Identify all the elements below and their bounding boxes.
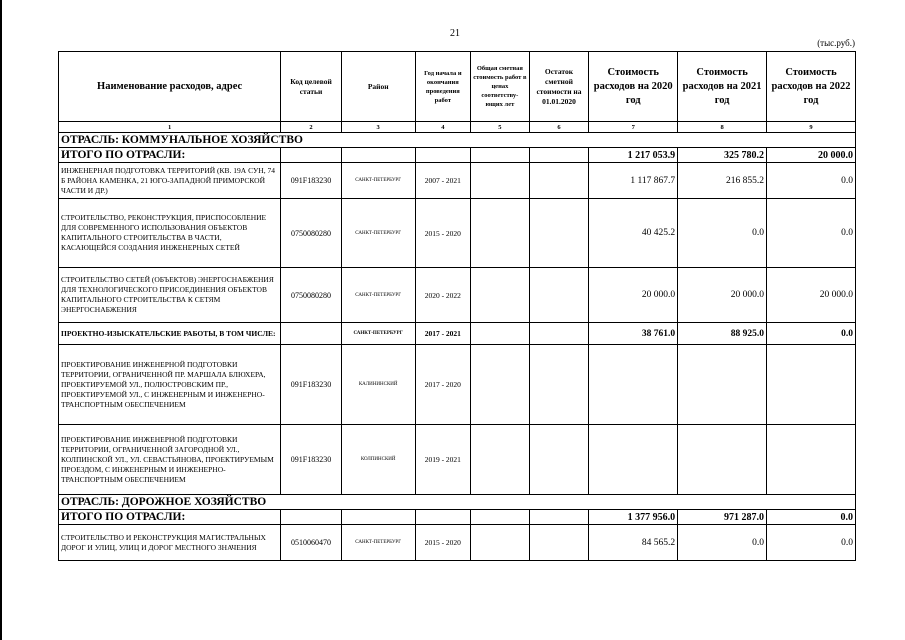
- target-code: 091F183230: [281, 345, 342, 425]
- table-row: [59, 425, 856, 495]
- empty-cell: [471, 323, 530, 345]
- district: САНКТ-ПЕТЕРБУРГ: [341, 268, 415, 323]
- header-cost-2020: Стоимость расходов на 2020 год: [589, 52, 678, 122]
- work-years: 2017 - 2021: [415, 323, 471, 345]
- section-row: [59, 495, 856, 510]
- empty-cell: [529, 323, 589, 345]
- section-row: [59, 133, 856, 148]
- expense-name: ПРОЕКТИРОВАНИЕ ИНЖЕНЕРНОЙ ПОДГОТОВКИ ТЕРРИТОРИИ, ОГРАНИЧЕННОЙ ЗАГОРОДНОЙ УЛ., КОЛПИНСКОЙ УЛ., УЛ. СЕВАСТЬЯНОВА, ПРОЕКТИРУЕМЫМ ПРОЕЗДОМ, С ИНЖЕНЕРНЫМ И ИНЖЕНЕРНО-ТРАНСПОРТНЫМ ОБЕСПЕЧЕНИЕМ: [59, 425, 281, 495]
- table-row: [59, 525, 856, 561]
- col-number: 7: [589, 122, 678, 133]
- col-number: 1: [59, 122, 281, 133]
- unit-label: (тыс.руб.): [817, 38, 855, 48]
- cost-2021: 325 780.2: [678, 148, 767, 163]
- total-row: [59, 510, 856, 525]
- header-name: Наименование расходов, адрес: [59, 52, 281, 122]
- cost-2021: 0.0: [678, 199, 767, 268]
- empty-cell: [529, 148, 589, 163]
- cost-2021: 0.0: [678, 525, 767, 561]
- column-number-row: [59, 122, 856, 133]
- table-row: [59, 323, 856, 345]
- cost-2021: 971 287.0: [678, 510, 767, 525]
- expense-name: ИНЖЕНЕРНАЯ ПОДГОТОВКА ТЕРРИТОРИЙ (КВ. 19А СУН, 74 Б РАЙОНА КАМЕНКА, 21 ЮГО-ЗАПАДНОЙ ПРИМОРСКОЙ ЧАСТИ И ДР.): [59, 163, 281, 199]
- empty-cell: [281, 323, 342, 345]
- cost-2022: 0.0: [767, 510, 856, 525]
- work-years: 2017 - 2020: [415, 345, 471, 425]
- total-label: ИТОГО ПО ОТРАСЛИ:: [59, 148, 281, 163]
- header-years: Год начала и окончания проведения работ: [415, 52, 471, 122]
- district: САНКТ-ПЕТЕРБУРГ: [341, 323, 415, 345]
- expenses-table: [58, 51, 856, 561]
- empty-cell: [767, 345, 856, 425]
- empty-cell: [529, 510, 589, 525]
- header-remainder: Остаток сметной стоимости на 01.01.2020: [529, 52, 589, 122]
- header-cost-2021: Стоимость расходов на 2021 год: [678, 52, 767, 122]
- empty-cell: [341, 148, 415, 163]
- header-district: Район: [341, 52, 415, 122]
- target-code: 091F183230: [281, 425, 342, 495]
- section-title: ОТРАСЛЬ: ДОРОЖНОЕ ХОЗЯЙСТВО: [59, 495, 856, 510]
- target-code: 0750080280: [281, 268, 342, 323]
- cost-2022: 0.0: [767, 199, 856, 268]
- cost-2021: 20 000.0: [678, 268, 767, 323]
- empty-cell: [471, 163, 530, 199]
- expense-name: ПРОЕКТИРОВАНИЕ ИНЖЕНЕРНОЙ ПОДГОТОВКИ ТЕРРИТОРИИ, ОГРАНИЧЕННОЙ ПР. МАРШАЛА БЛЮХЕРА, ПРОЕКТИРУЕМОЙ УЛ., ПОЛЮСТРОВСКИМ ПР., ПРОЕКТИРУЕМОЙ УЛ., С ИНЖЕНЕРНЫМ И ИНЖЕНЕРНО-ТРАНСПОРТНЫМ ОБЕСПЕЧЕНИЕМ: [59, 345, 281, 425]
- empty-cell: [341, 510, 415, 525]
- cost-2020: 84 565.2: [589, 525, 678, 561]
- empty-cell: [471, 345, 530, 425]
- total-label: ИТОГО ПО ОТРАСЛИ:: [59, 510, 281, 525]
- empty-cell: [529, 525, 589, 561]
- empty-cell: [415, 510, 471, 525]
- col-number: 3: [341, 122, 415, 133]
- empty-cell: [471, 199, 530, 268]
- cost-2020: 1 217 053.9: [589, 148, 678, 163]
- district: САНКТ-ПЕТЕРБУРГ: [341, 199, 415, 268]
- cost-2021: 216 855.2: [678, 163, 767, 199]
- target-code: 091F183230: [281, 163, 342, 199]
- empty-cell: [529, 268, 589, 323]
- work-years: 2015 - 2020: [415, 199, 471, 268]
- work-years: 2015 - 2020: [415, 525, 471, 561]
- empty-cell: [471, 525, 530, 561]
- work-years: 2007 - 2021: [415, 163, 471, 199]
- target-code: 0750080280: [281, 199, 342, 268]
- header-cost-2022: Стоимость расходов на 2022 год: [767, 52, 856, 122]
- cost-2020: 1 117 867.7: [589, 163, 678, 199]
- target-code: 0510060470: [281, 525, 342, 561]
- work-years: 2019 - 2021: [415, 425, 471, 495]
- table-row: [59, 345, 856, 425]
- cost-2022: 0.0: [767, 525, 856, 561]
- table-row: [59, 163, 856, 199]
- section-title: ОТРАСЛЬ: КОММУНАЛЬНОЕ ХОЗЯЙСТВО: [59, 133, 856, 148]
- col-number: 5: [471, 122, 530, 133]
- cost-2020: 1 377 956.0: [589, 510, 678, 525]
- empty-cell: [767, 425, 856, 495]
- empty-cell: [529, 163, 589, 199]
- expense-name: СТРОИТЕЛЬСТВО СЕТЕЙ (ОБЪЕКТОВ) ЭНЕРГОСНАБЖЕНИЯ ДЛЯ ТЕХНОЛОГИЧЕСКОГО ПРИСОЕДИНЕНИЯ ОБЪЕКТОВ КАПИТАЛЬНОГО СТРОИТЕЛЬСТВА К СЕТЯМ ЭНЕРГОСНАБЖЕНИЯ: [59, 268, 281, 323]
- expense-name: ПРОЕКТНО-ИЗЫСКАТЕЛЬСКИЕ РАБОТЫ, В ТОМ ЧИСЛЕ:: [59, 323, 281, 345]
- empty-cell: [589, 425, 678, 495]
- expense-name: СТРОИТЕЛЬСТВО И РЕКОНСТРУКЦИЯ МАГИСТРАЛЬНЫХ ДОРОГ И УЛИЦ, УЛИЦ И ДОРОГ МЕСТНОГО ЗНАЧЕНИЯ: [59, 525, 281, 561]
- col-number: 4: [415, 122, 471, 133]
- empty-cell: [529, 345, 589, 425]
- header-estimate: Общая сметная стоимость работ в ценах соответству-ющих лет: [471, 52, 530, 122]
- empty-cell: [281, 510, 342, 525]
- header-code: Код целевой статьи: [281, 52, 342, 122]
- empty-cell: [415, 148, 471, 163]
- cost-2021: 88 925.0: [678, 323, 767, 345]
- col-number: 6: [529, 122, 589, 133]
- cost-2020: 38 761.0: [589, 323, 678, 345]
- total-row: [59, 148, 856, 163]
- cost-2022: 0.0: [767, 163, 856, 199]
- district: КАЛИНИНСКИЙ: [341, 345, 415, 425]
- empty-cell: [471, 148, 530, 163]
- col-number: 8: [678, 122, 767, 133]
- col-number: 2: [281, 122, 342, 133]
- empty-cell: [529, 199, 589, 268]
- empty-cell: [281, 148, 342, 163]
- cost-2022: 0.0: [767, 323, 856, 345]
- empty-cell: [471, 510, 530, 525]
- empty-cell: [678, 345, 767, 425]
- col-number: 9: [767, 122, 856, 133]
- left-edge-line: [0, 0, 2, 640]
- header-row: [59, 52, 856, 122]
- page-number: 21: [450, 28, 460, 39]
- empty-cell: [471, 425, 530, 495]
- table-row: [59, 199, 856, 268]
- empty-cell: [529, 425, 589, 495]
- empty-cell: [678, 425, 767, 495]
- district: КОЛПИНСКИЙ: [341, 425, 415, 495]
- cost-2022: 20 000.0: [767, 268, 856, 323]
- district: САНКТ-ПЕТЕРБУРГ: [341, 525, 415, 561]
- cost-2022: 20 000.0: [767, 148, 856, 163]
- district: САНКТ-ПЕТЕРБУРГ: [341, 163, 415, 199]
- empty-cell: [471, 268, 530, 323]
- table-row: [59, 268, 856, 323]
- work-years: 2020 - 2022: [415, 268, 471, 323]
- cost-2020: 20 000.0: [589, 268, 678, 323]
- expense-name: СТРОИТЕЛЬСТВО, РЕКОНСТРУКЦИЯ, ПРИСПОСОБЛЕНИЕ ДЛЯ СОВРЕМЕННОГО ИСПОЛЬЗОВАНИЯ ОБЪЕКТОВ КАПИТАЛЬНОГО СТРОИТЕЛЬСТВА В ЧАСТИ, КАСАЮЩЕЙСЯ СОЗДАНИЯ ИНЖЕНЕРНЫХ СЕТЕЙ: [59, 199, 281, 268]
- cost-2020: 40 425.2: [589, 199, 678, 268]
- empty-cell: [589, 345, 678, 425]
